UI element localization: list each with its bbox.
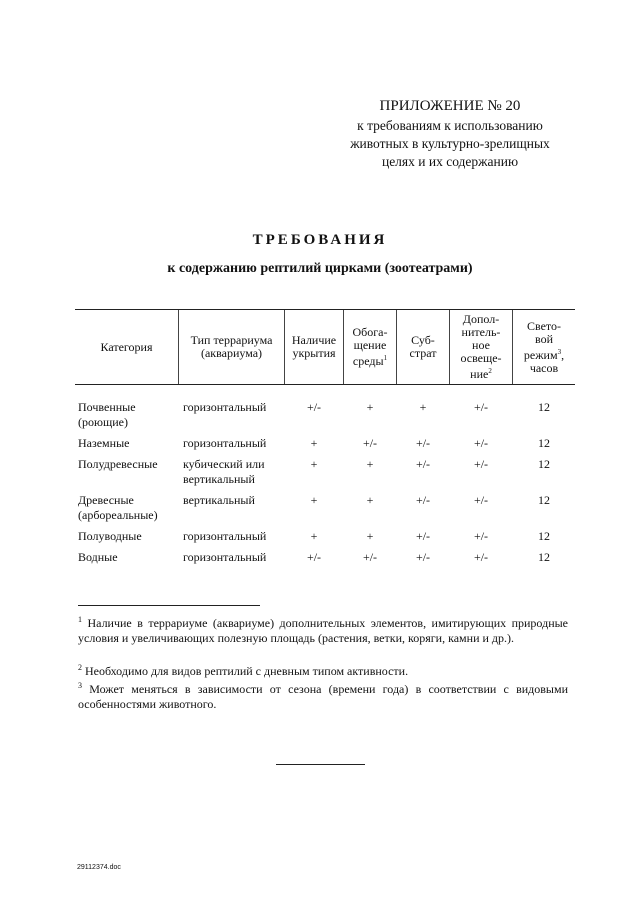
table-header-rule — [75, 384, 575, 385]
row-enrichment: +/- — [362, 436, 378, 450]
footnote-mark: 1 — [78, 615, 82, 624]
row-enrichment: + — [366, 400, 374, 414]
row-terrarium-type: горизонтальный — [183, 436, 267, 450]
header-light-regime: Свето- вой режим$^3$, часов — [523, 318, 565, 375]
row-shelter: + — [310, 457, 318, 471]
row-enrichment: +/- — [362, 550, 378, 564]
footnote-3 — [78, 678, 568, 712]
footnote-text: Наличие в террариуме (аквариуме) дополнительных элементов, имитирующих природные условия и увеличивающих полезную площадь (растения, ветки, коряги, камни и др.). — [78, 616, 568, 645]
footnote-text: Необходимо для видов рептилий с дневным типом активности. — [85, 664, 409, 678]
row-category: Древесные (арбореальные) — [78, 493, 158, 522]
annex-heading: ПРИЛОЖЕНИЕ № 20 — [379, 98, 521, 114]
row-lighting: +/- — [473, 400, 489, 414]
header-shelter: Наличие укрытия — [291, 333, 337, 360]
header-category: Категория — [100, 339, 153, 354]
row-hours: 12 — [538, 400, 550, 414]
annex-line-2: животных в культурно-зрелищных — [350, 136, 550, 151]
closing-rule — [276, 764, 365, 765]
annex-line-3: целях и их содержанию — [381, 154, 519, 169]
row-terrarium-type: вертикальный — [183, 493, 255, 507]
row-shelter: + — [310, 529, 318, 543]
row-hours: 12 — [538, 436, 550, 450]
document-title: ТРЕБОВАНИЯ — [252, 232, 388, 248]
row-lighting: +/- — [473, 529, 489, 543]
row-enrichment: + — [366, 457, 374, 471]
row-category: Полудревесные — [78, 457, 158, 471]
row-substrate: +/- — [415, 457, 431, 471]
row-hours: 12 — [538, 550, 550, 564]
footnote-text: Может меняться в зависимости от сезона (времени года) в соответствии с видовыми особенностями животного. — [78, 682, 569, 711]
footnote-1 — [78, 612, 568, 646]
row-lighting: +/- — [473, 436, 489, 450]
row-substrate: +/- — [415, 550, 431, 564]
row-category: Наземные — [78, 436, 130, 450]
footnote-mark: 3 — [78, 681, 82, 690]
footnote-2 — [78, 660, 568, 679]
row-lighting: +/- — [473, 457, 489, 471]
row-shelter: +/- — [306, 400, 322, 414]
row-enrichment: + — [366, 529, 374, 543]
row-terrarium-type: горизонтальный — [183, 550, 267, 564]
row-enrichment: + — [366, 493, 374, 507]
row-substrate: +/- — [415, 493, 431, 507]
header-enrichment: Обога- щение среды$^1$ — [352, 325, 388, 368]
row-category: Почвенные (роющие) — [78, 400, 136, 429]
header-terrarium-type: Тип террариума (аквариума) — [190, 333, 273, 360]
row-hours: 12 — [538, 493, 550, 507]
row-shelter: + — [310, 436, 318, 450]
row-shelter: +/- — [306, 550, 322, 564]
footnote-ref: 1 — [383, 354, 388, 362]
row-lighting: +/- — [473, 550, 489, 564]
row-lighting: +/- — [473, 493, 489, 507]
row-substrate: +/- — [415, 529, 431, 543]
row-substrate: + — [419, 400, 427, 414]
footnote-separator — [78, 605, 260, 606]
footnote-ref: 3 — [557, 347, 562, 356]
row-hours: 12 — [538, 457, 550, 471]
row-shelter: + — [310, 493, 318, 507]
row-terrarium-type: горизонтальный — [183, 529, 267, 543]
row-terrarium-type: кубический или вертикальный — [183, 457, 265, 486]
row-substrate: +/- — [415, 436, 431, 450]
header-substrate: Суб- страт — [409, 333, 437, 360]
row-category: Водные — [78, 550, 118, 564]
row-category: Полуводные — [78, 529, 142, 543]
annex-line-1: к требованиям к использованию — [357, 118, 543, 133]
row-hours: 12 — [538, 529, 550, 543]
header-extra-lighting: Допол- нитель- ное освеще- ние$^2$ — [460, 312, 502, 381]
footnote-mark: 2 — [78, 663, 82, 672]
annex-header — [300, 97, 600, 171]
row-terrarium-type: горизонтальный — [183, 400, 267, 414]
document-subtitle: к содержанию рептилий цирками (зоотеатрами) — [167, 261, 473, 276]
document-filename: 29112374.doc — [77, 864, 121, 871]
footnote-ref: 2 — [488, 367, 492, 375]
